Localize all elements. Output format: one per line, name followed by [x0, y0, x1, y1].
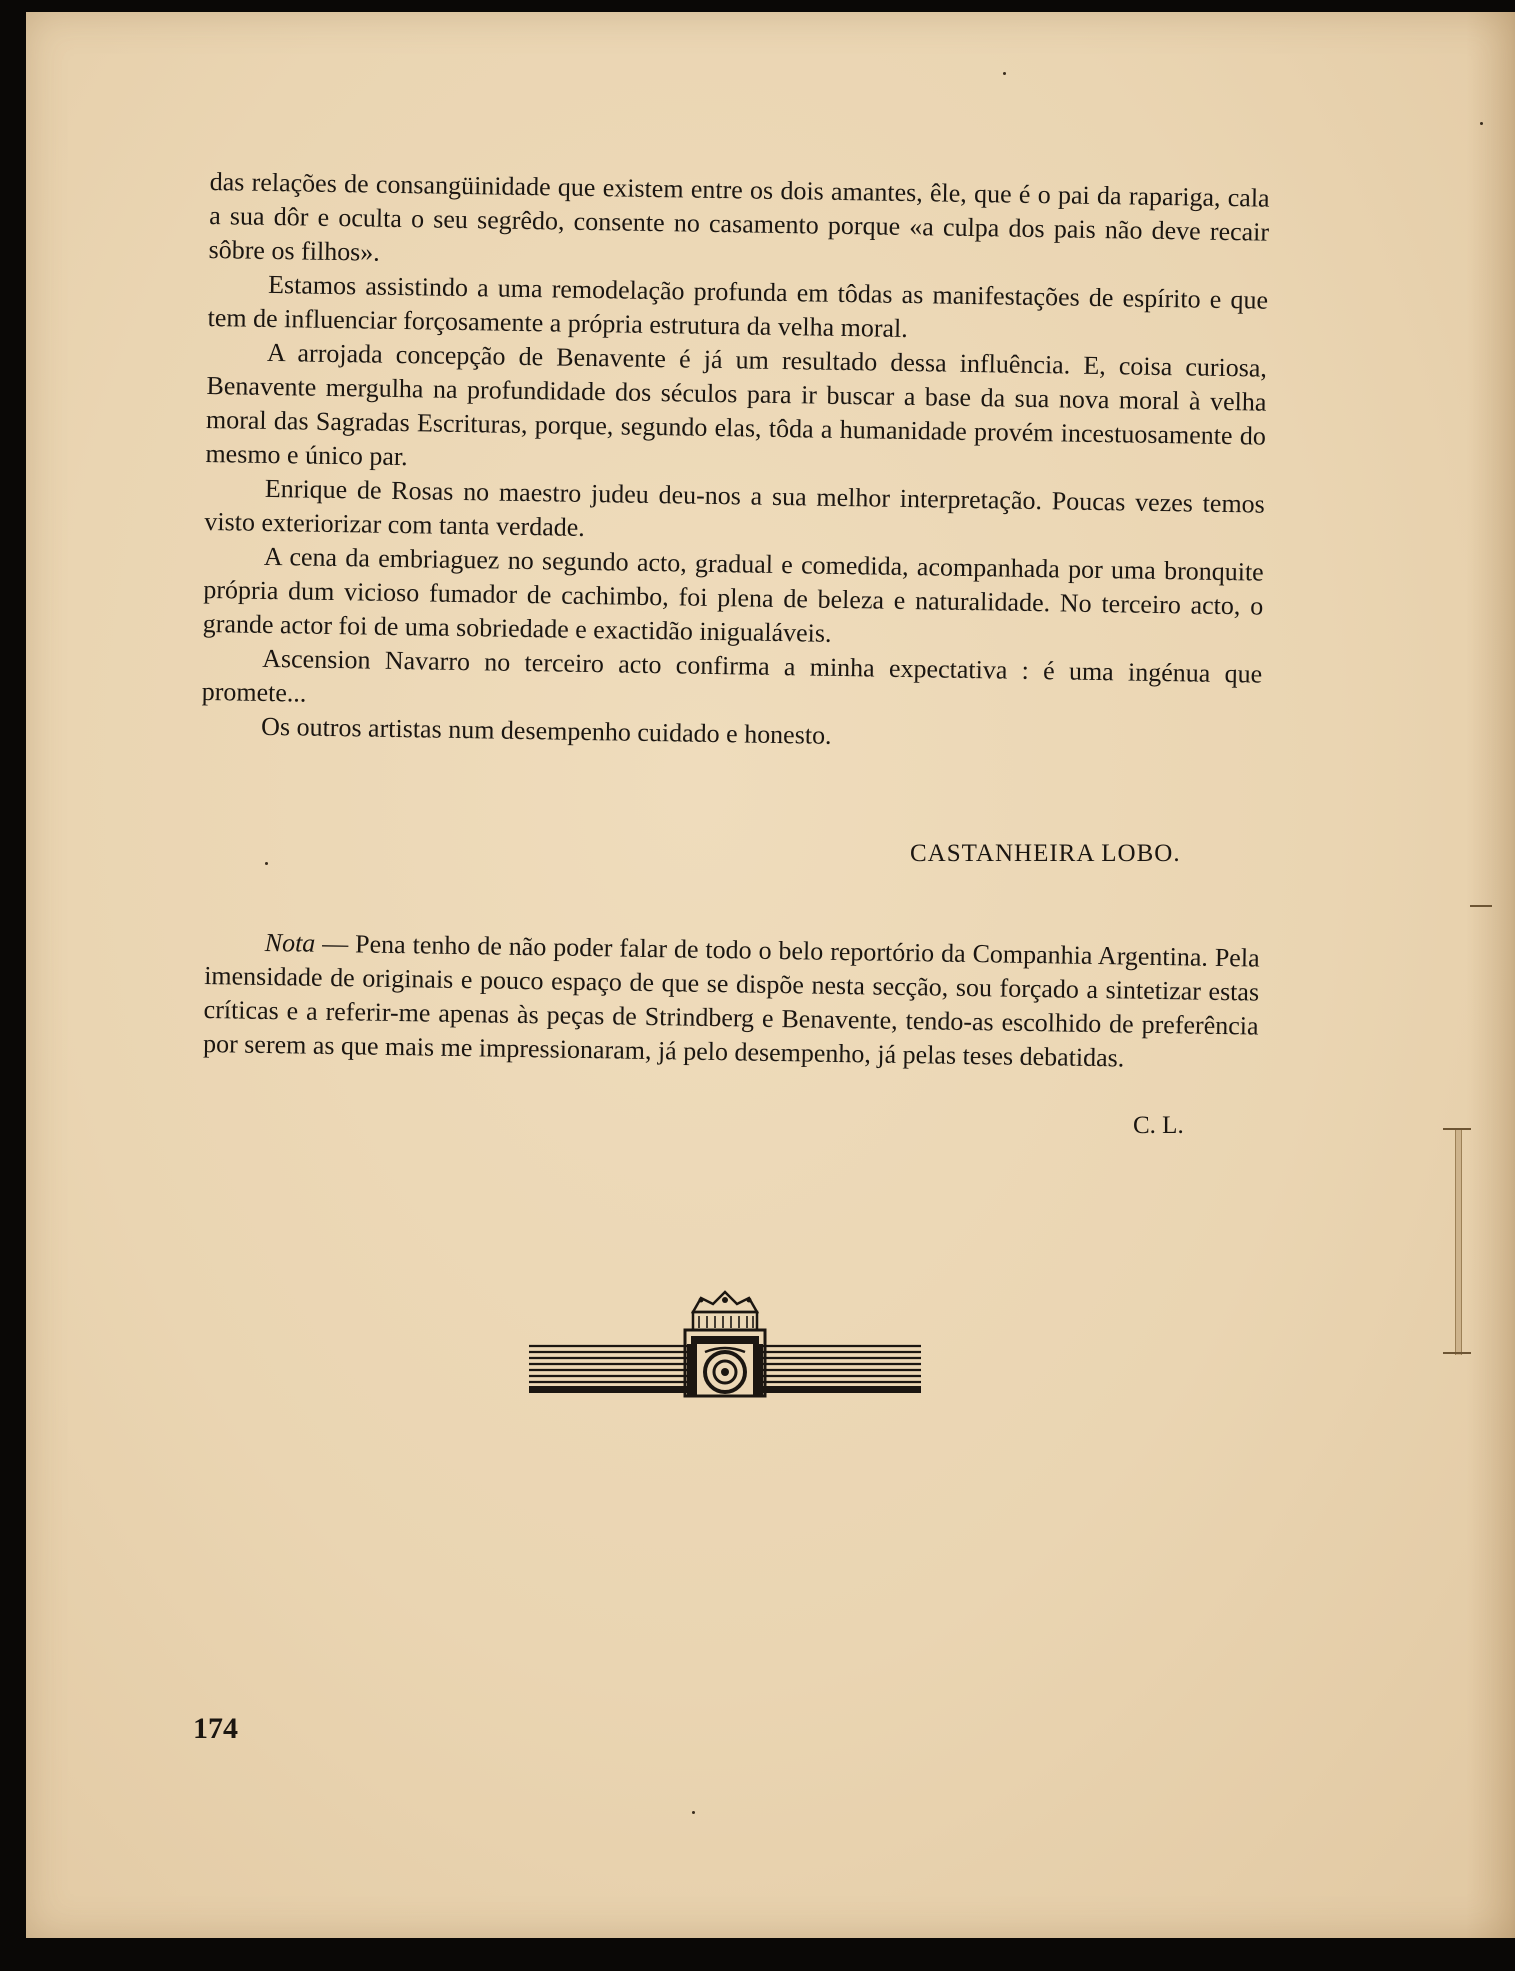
paper-speck: [692, 1811, 695, 1814]
binding-stitch-top: [1443, 1128, 1471, 1130]
binding-thread: [1455, 1130, 1462, 1355]
binding-stitch-mid: [1470, 905, 1492, 907]
paper-speck: [1003, 72, 1006, 75]
paragraph: A arrojada concepção de Benavente é já um resultado dessa influência. E, coisa curiosa, Benavente mergulha na profundidade dos séculos para ir buscar a base da sua nova moral à velha moral das Sagradas Escrituras, porque, segundo elas, tôda a humanidade provém incestuosamente do mesmo e único par.: [205, 337, 1268, 472]
architectural-vignette-icon: [527, 1290, 923, 1400]
paragraph: das relações de consangüinidade que existem entre os dois amantes, êle, que é o pai da rapariga, cala a sua dôr e oculta o seu segrêdo, consente no casamento porque «a culpa dos pais não deve recair sôbre os filhos».: [208, 166, 1270, 267]
paragraph: Os outros artistas num desempenho cuidado e honesto.: [260, 711, 832, 750]
page-number: 174: [193, 1712, 238, 1745]
paragraph: Ascension Navarro no terceiro acto confirma a minha expectativa : é uma ingénua que promete...: [201, 643, 1263, 708]
paragraph: A cena da embriaguez no segundo acto, gradual e comedida, acompanhada por uma bronquite própria dum vicioso fumador de cachimbo, foi plena de beleza e naturalidade. No terceiro acto, o grande actor foi de uma sobriedade e exactidão inigualáveis.: [202, 541, 1264, 648]
paper-speck: [265, 862, 268, 865]
page-fold-shadow: [1466, 12, 1515, 1938]
paragraph: Enrique de Rosas no maestro judeu deu-nos a sua melhor interpretação. Poucas vezes temos visto exteriorizar com tanta verdade.: [204, 473, 1266, 542]
binding-stitch-bottom: [1443, 1352, 1471, 1354]
editorial-note: [203, 925, 1260, 1078]
note-initials: C. L.: [1133, 1112, 1184, 1139]
note-label: Nota: [264, 927, 316, 958]
note-text: — Pena tenho de não poder falar de todo o belo reportório da Companhia Argentina. Pela imensidade de originais e pouco espaço de que se dispõe nesta secção, sou forçado a sintetizar estas críticas e a referir-me apenas às peças de Strindberg e Benavente, tendo-as escolhido de preferência por serem as que mais me impressionaram, já pelo desempenho, já pelas teses debatidas.: [202, 928, 1260, 1073]
author-signature: CASTANHEIRA LOBO.: [910, 840, 1181, 867]
article-body: [201, 165, 1270, 760]
paper-speck: [1480, 122, 1483, 125]
paragraph: Estamos assistindo a uma remodelação profunda em tôdas as manifestações de espírito e que tem de influenciar forçosamente a própria estrutura da velha moral.: [207, 269, 1269, 343]
